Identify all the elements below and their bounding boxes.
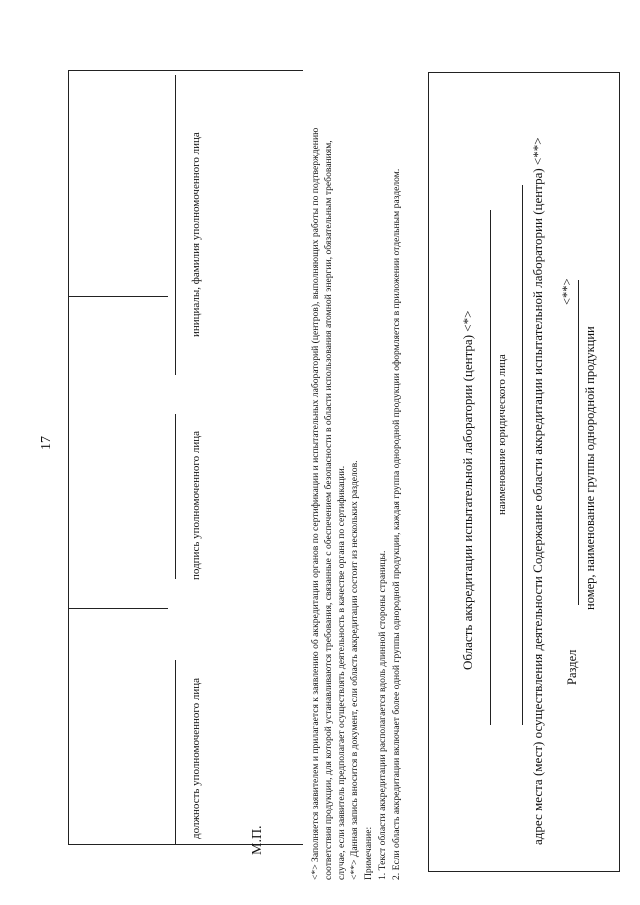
name-signature-line: [175, 75, 176, 375]
footnote-1: <*> Заполняется заявителем и прилагается к заявлению об аккредитации органов по сертификации и испытательных лабораторий (центров), выполняющих работы по подтверждению: [310, 127, 321, 880]
stamp-mark: М.П.: [250, 825, 265, 855]
remark-item-1: 1. Текст области аккредитации располагается вдоль длинной стороны страницы.: [377, 550, 388, 880]
footnote-2: соответствия продукции, для которой устанавливаются требования, связанные с обеспечением безопасности в области использования атомной энергии, обязательным требованиям,: [323, 140, 334, 880]
section-label: Раздел: [565, 649, 579, 685]
address-line: [522, 185, 523, 725]
legal-entity-caption: наименование юридического лица: [496, 354, 508, 515]
remarks-title: Примечание:: [363, 826, 374, 880]
remark-item-2: 2. Если область аккредитации включает более одной группы однородной продукции, каждая группа однородной продукции оформляется в приложении отдельным разделом.: [391, 168, 402, 880]
section-mark: <**>: [560, 278, 574, 305]
address-label: адрес места (мест) осуществления деятельности Содержание области аккредитации испытательной лаборатории (центра) <**>: [530, 137, 545, 845]
table-left-border: [68, 844, 303, 845]
position-caption: должность уполномоченного лица: [190, 677, 202, 839]
signature-caption: подпись уполномоченного лица: [190, 431, 202, 580]
position-signature-line: [175, 660, 176, 845]
name-caption: инициалы, фамилия уполномоченного лица: [190, 132, 202, 337]
legal-entity-line: [490, 210, 491, 725]
product-group-line: [578, 280, 579, 605]
page-number: 17: [39, 436, 54, 450]
footnote-3: случае, если заявитель предполагает осуществлять деятельность в качестве органа по сертификации.: [336, 465, 347, 880]
product-group-caption: номер, наименование группы однородной продукции: [583, 326, 597, 610]
table-divider-2: [68, 608, 168, 609]
table-right-border: [68, 70, 303, 71]
footnote-4: <**> Данная запись вносится в документ, если область аккредитации состоит из нескольких разделов.: [349, 460, 360, 880]
form-title: Область аккредитации испытательной лаборатории (центра) <*>: [460, 310, 475, 670]
table-divider-1: [68, 296, 168, 297]
table-top-border: [68, 70, 69, 845]
signature-line: [175, 414, 176, 579]
